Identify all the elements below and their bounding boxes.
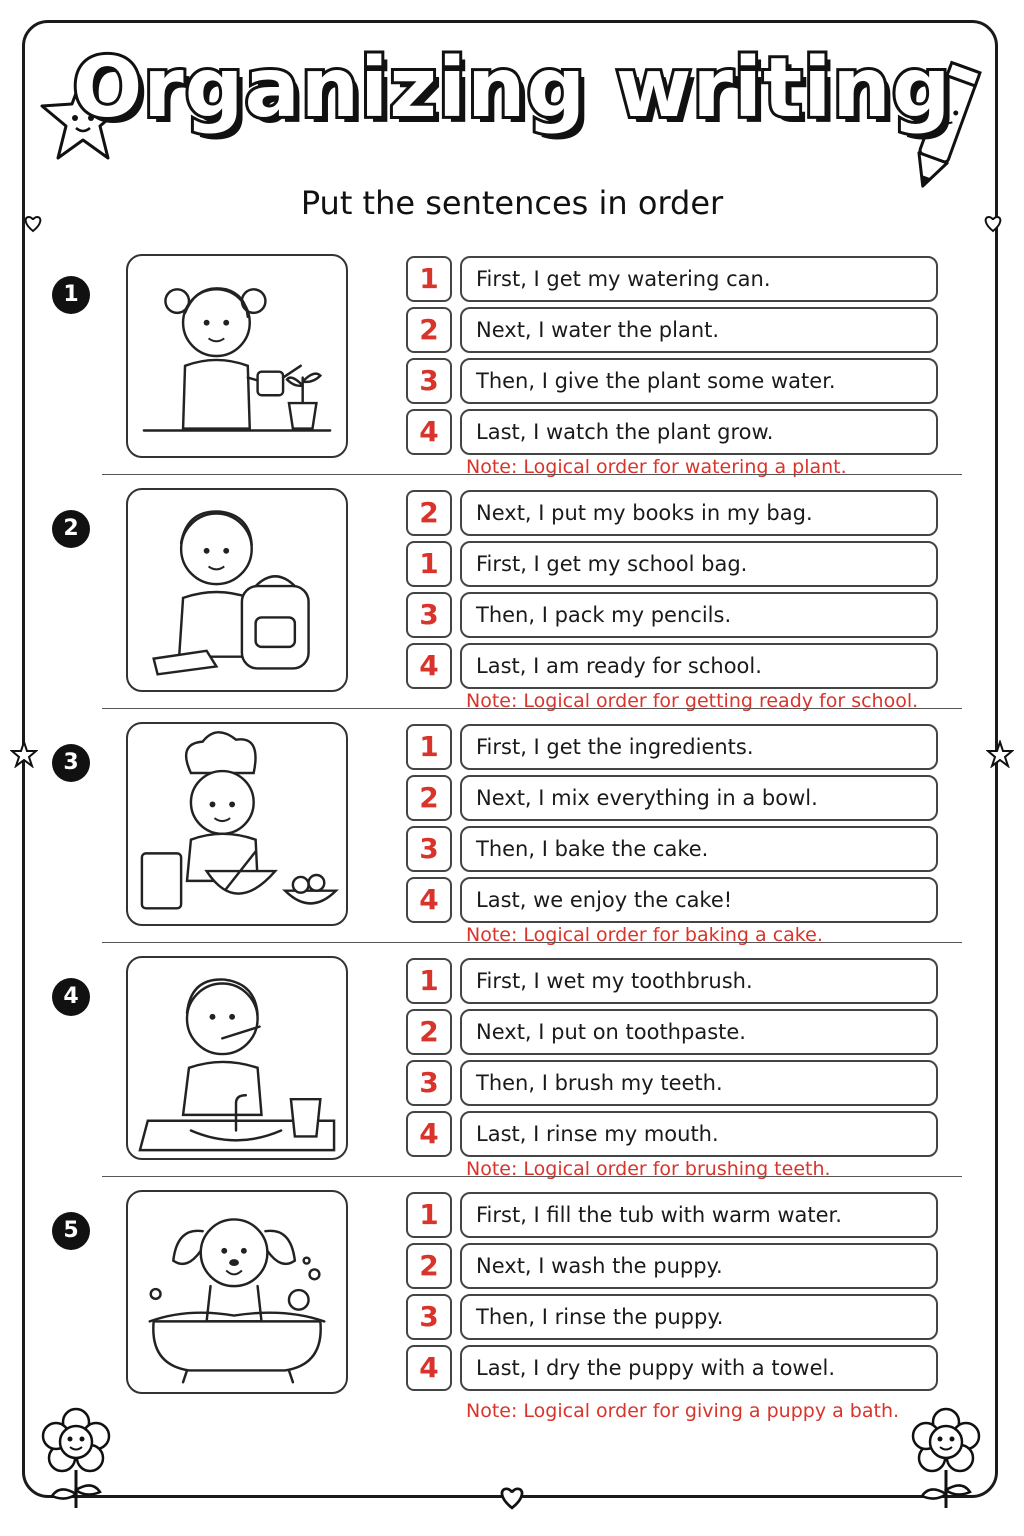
sentence-box: First, I fill the tub with warm water.: [460, 1192, 938, 1238]
sentence-row: [406, 643, 938, 689]
answer-note: Note: Logical order for baking a cake.: [466, 924, 823, 946]
order-number-box[interactable]: 1: [406, 541, 452, 587]
sentence-box: First, I get my school bag.: [460, 541, 938, 587]
sentence-box: Last, I dry the puppy with a towel.: [460, 1345, 938, 1391]
worksheet-subtitle: Put the sentences in order: [300, 184, 724, 222]
sentence-row: [406, 1243, 938, 1289]
sentence-box: First, I get the ingredients.: [460, 724, 938, 770]
sentence-box: Next, I wash the puppy.: [460, 1243, 938, 1289]
order-number-box[interactable]: 2: [406, 1009, 452, 1055]
girl-watering-plant-illustration: [126, 254, 348, 458]
sentence-row: [406, 409, 938, 455]
puppy-in-bathtub-illustration: [126, 1190, 348, 1394]
sentence-row: [406, 1294, 938, 1340]
order-number-box[interactable]: 3: [406, 1294, 452, 1340]
sentence-row: [406, 724, 938, 770]
boy-packing-school-bag-illustration: [126, 488, 348, 692]
answer-note: Note: Logical order for getting ready for school.: [466, 690, 919, 712]
order-number-box[interactable]: 2: [406, 1243, 452, 1289]
section-number-badge: 2: [52, 510, 90, 548]
section-number-badge: 3: [52, 744, 90, 782]
worksheet-title: Organizing writing: [72, 41, 952, 136]
chef-baking-cake-illustration: [126, 722, 348, 926]
sentence-box: Last, I am ready for school.: [460, 643, 938, 689]
section-divider: [102, 942, 962, 943]
order-number-box[interactable]: 2: [406, 307, 452, 353]
section-divider: [102, 474, 962, 475]
sentence-box: Next, I water the plant.: [460, 307, 938, 353]
sentence-box: Then, I brush my teeth.: [460, 1060, 938, 1106]
sentence-box: First, I get my watering can.: [460, 256, 938, 302]
sentence-row: [406, 592, 938, 638]
sentence-row: [406, 307, 938, 353]
exercise-section-4: [0, 956, 1024, 1190]
sentence-row: [406, 958, 938, 1004]
sentence-row: [406, 775, 938, 821]
exercise-section-5: [0, 1190, 1024, 1424]
section-number-badge: 4: [52, 978, 90, 1016]
sentence-box: Last, we enjoy the cake!: [460, 877, 938, 923]
order-number-box[interactable]: 3: [406, 358, 452, 404]
sentence-box: Last, I watch the plant grow.: [460, 409, 938, 455]
order-number-box[interactable]: 4: [406, 409, 452, 455]
order-number-box[interactable]: 2: [406, 775, 452, 821]
sentence-row: [406, 358, 938, 404]
sentence-row: [406, 490, 938, 536]
sentence-row: [406, 1060, 938, 1106]
sentence-box: Next, I put my books in my bag.: [460, 490, 938, 536]
sentence-row: [406, 256, 938, 302]
sentence-row: [406, 826, 938, 872]
exercise-section-1: [0, 254, 1024, 488]
sentence-box: Then, I rinse the puppy.: [460, 1294, 938, 1340]
section-divider: [102, 708, 962, 709]
order-number-box[interactable]: 1: [406, 958, 452, 1004]
answer-note: Note: Logical order for giving a puppy a bath.: [466, 1400, 900, 1422]
heart-icon: [496, 1482, 528, 1512]
sentence-box: Next, I put on toothpaste.: [460, 1009, 938, 1055]
order-number-box[interactable]: 4: [406, 1111, 452, 1157]
sentence-row: [406, 1009, 938, 1055]
sentence-box: Then, I give the plant some water.: [460, 358, 938, 404]
answer-note: Note: Logical order for brushing teeth.: [466, 1158, 831, 1180]
answer-note: Note: Logical order for watering a plant.: [466, 456, 847, 478]
order-number-box[interactable]: 2: [406, 490, 452, 536]
order-number-box[interactable]: 4: [406, 1345, 452, 1391]
sentence-row: [406, 1111, 938, 1157]
section-number-badge: 1: [52, 276, 90, 314]
exercise-section-3: [0, 722, 1024, 956]
boy-brushing-teeth-illustration: [126, 956, 348, 1160]
sentence-box: Then, I bake the cake.: [460, 826, 938, 872]
section-divider: [102, 1176, 962, 1177]
sentence-box: Then, I pack my pencils.: [460, 592, 938, 638]
order-number-box[interactable]: 1: [406, 1192, 452, 1238]
sentence-box: Last, I rinse my mouth.: [460, 1111, 938, 1157]
order-number-box[interactable]: 1: [406, 724, 452, 770]
order-number-box[interactable]: 4: [406, 643, 452, 689]
sentence-row: [406, 1192, 938, 1238]
order-number-box[interactable]: 3: [406, 592, 452, 638]
sentence-row: [406, 541, 938, 587]
order-number-box[interactable]: 3: [406, 1060, 452, 1106]
sentence-box: Next, I mix everything in a bowl.: [460, 775, 938, 821]
sentence-box: First, I wet my toothbrush.: [460, 958, 938, 1004]
sentence-row: [406, 1345, 938, 1391]
order-number-box[interactable]: 3: [406, 826, 452, 872]
sentence-row: [406, 877, 938, 923]
exercise-section-2: [0, 488, 1024, 722]
order-number-box[interactable]: 4: [406, 877, 452, 923]
section-number-badge: 5: [52, 1212, 90, 1250]
order-number-box[interactable]: 1: [406, 256, 452, 302]
